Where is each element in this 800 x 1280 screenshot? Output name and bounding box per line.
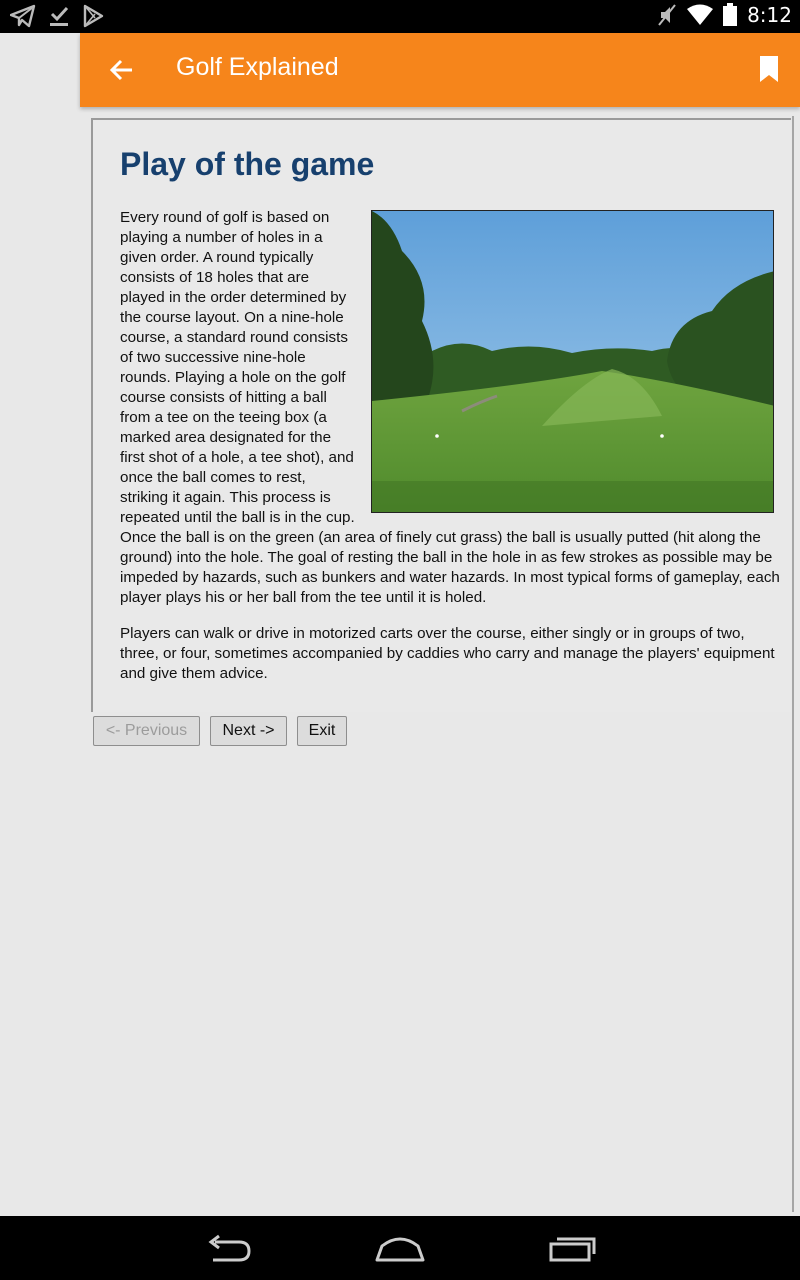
- back-icon[interactable]: [205, 1234, 253, 1264]
- next-button[interactable]: Next ->: [210, 716, 287, 746]
- home-icon[interactable]: [374, 1234, 426, 1264]
- scrollbar[interactable]: [792, 116, 794, 1212]
- system-nav-bar: [0, 1216, 800, 1280]
- app-bar: [80, 33, 800, 107]
- golf-course-image: [371, 210, 774, 513]
- play-store-icon: [82, 4, 104, 28]
- download-done-icon: [48, 4, 70, 28]
- clock: 8:12: [747, 3, 792, 27]
- recent-apps-icon[interactable]: [548, 1234, 596, 1264]
- article-panel: [91, 118, 791, 712]
- notification-icons: [10, 4, 104, 28]
- wifi-icon: [687, 4, 713, 26]
- page-title: Play of the game: [120, 146, 375, 182]
- previous-button[interactable]: <- Previous: [93, 716, 200, 746]
- exit-button[interactable]: Exit: [297, 716, 347, 746]
- left-gutter: [0, 33, 80, 1216]
- paragraph: Every round of golf is based on playing a number of holes in a given order. A round typically consists of 18 holes that are played in the order determined by the course layout. On a nine-hole course, a standard round consists of two successive nine-hole rounds. Playing a hole on the golf course consists of hitting a ball from a tee on the teeing box (a marked area designated for the first shot of a hole, a tee shot), and once the ball comes to rest, striking it again. This process is repeated until the ball is in the cup. Once the ball is on the green (an area of finely cut grass) the ball is usually putted (hit along the ground) into the hole. The goal of resting the ball in the hole in as few strokes as possible may be impeded by hazards, such as bunkers and water hazards. In most typical forms of gameplay, each player plays his or her ball from the tee until it is holed.: [120, 209, 780, 606]
- telegram-icon: [10, 4, 36, 28]
- mute-icon: [657, 3, 677, 27]
- arrow-back-icon[interactable]: [106, 55, 136, 85]
- bookmark-icon[interactable]: [758, 55, 780, 83]
- paragraph: Players can walk or drive in motorized carts over the course, either singly or in groups of two, three, or four, sometimes accompanied by caddies who carry and manage the players' equipment and give them advice.: [120, 625, 775, 682]
- article-body: [120, 208, 787, 700]
- app-title: Golf Explained: [176, 53, 339, 81]
- status-bar: [0, 0, 800, 33]
- system-icons: [657, 3, 792, 27]
- battery-icon: [723, 3, 737, 27]
